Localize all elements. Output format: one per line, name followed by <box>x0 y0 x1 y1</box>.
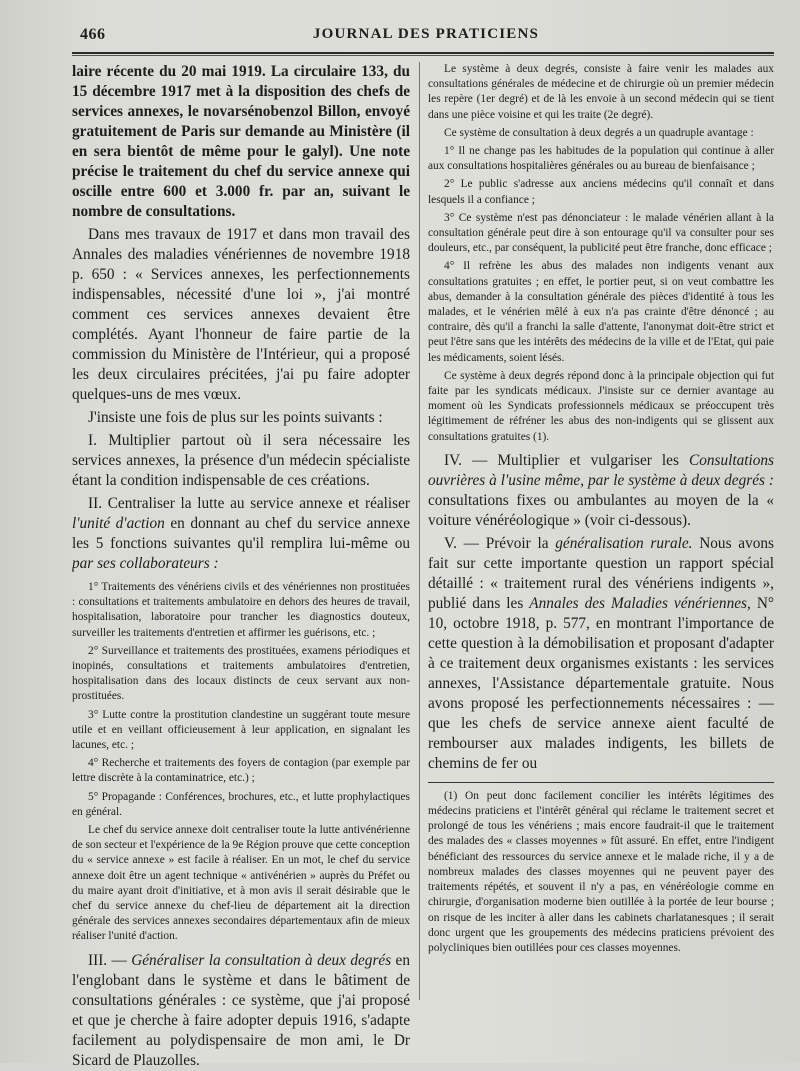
function-item: 1° Traitements des vénériens civils et des vénériennes non prostituées : consultations et traitements ambulatoire en dehors des heures de travail, hospitalisation, laboratoire pour trancher les diagnostics douteux, surveiller les traitements d'entretien et affirmer les guérisons, etc. ; <box>72 581 410 639</box>
left-column <box>72 62 410 1071</box>
section-point-v: V. — Prévoir la généralisation rurale. Nous avons fait sur cette importante question un rapport spécial détaillé : « traitement rural des vénériens indigents », publié dans les Annales des Maladies vénériennes, N° 10, octobre 1918, p. 577, en montrant l'importance de cette question à la démobilisation et proposant d'adapter à ce traitement deux organismes existants : les services annexes, l'Assistance départementale gratuite. Nous avons proposé les perfectionnements nécessaires : — que les chefs de service annexe aient faculté de rembourser aux malades indigents, les billets de chemins de fer ou <box>428 534 774 772</box>
paragraph: laire récente du 20 mai 1919. La circulaire 133, du 15 décembre 1917 met à la disposition des chefs de services annexes, le novarsénobenzol Billon, envoyé gratuitement de Paris sur demande au Ministère (il en sera bientôt de même pour le galyl). Une note précise le traitement du chef du service annexe qui oscille entre 600 et 3.000 fr. par an, suivant le nombre de consultations. <box>72 63 410 220</box>
page-header <box>80 26 772 48</box>
paragraph: J'insiste une fois de plus sur les points suivants : <box>88 409 383 426</box>
footnote-rule <box>428 782 774 783</box>
page-number: 466 <box>80 26 106 43</box>
function-item: 5° Propagande : Conférences, brochures, etc., et lutte prophylactiques en général. <box>72 790 410 818</box>
advantage-item: 1° Il ne change pas les habitudes de la population qui continue à aller aux consultations hospitalières générales ou au bureau de bienfaisance ; <box>428 145 774 173</box>
advantage-item: 4° Il refrène les abus des malades non indigents venant aux consultations gratuites ; en effet, le portier peut, si on veut combattre les abus, demander à la consultation générale des pièces d'identité à tous les malades, et le vénérien mêlé à eux n'a pas crainte d'être dénoncé ; au contraire, dès qu'il a franchi la salle d'attente, l'anonymat doit-être strict et peut l'être sans que les intérêts des médecins de la ville et de l'Etat, qui paie les médicaments, soient lésés. <box>428 260 774 364</box>
paragraph: Dans mes travaux de 1917 et dans mon travail des Annales des maladies vénériennes de novembre 1918 p. 650 : « Services annexes, les perfectionnements indispensables, nécessité d'une loi », j'ai montré comment ces services annexes devaient être complétés. Ayant l'honneur de faire partie de la commission du Ministère de l'Intérieur, qui a proposé les deux circulaires précitées, j'ai pu faire adopter quelques-uns de mes vœux. <box>72 226 410 403</box>
advantage-item: 3° Ce système n'est pas dénonciateur : le malade vénérien allant à la consultation générale peut dire à son entourage qu'il va consulter pour ses douleurs, etc., par conséquent, la publicité peut être franche, donc efficace ; <box>428 211 774 255</box>
function-item: 2° Surveillance et traitements des prostituées, examens périodiques et inopinés, consultations et traitements ambulatoires d'entretien, hospitalisation dans des locaux distincts de ceux servant aux non-prostituées. <box>72 644 410 703</box>
header-rule <box>72 52 774 54</box>
section-point-iv: IV. — Multiplier et vulgariser les Consultations ouvrières à l'usine même, par le système à deux degrés : consultations fixes ou ambulantes au moyen de la « voiture vénéréologique » (voir ci-dessous). <box>428 451 774 529</box>
column-divider <box>419 62 420 1000</box>
section-point-i: I. Multiplier partout où il sera nécessaire les services annexes, la présence d'un médecin spécialiste étant la condition indispensable de ces créations. <box>72 432 410 489</box>
paragraph: Ce système à deux degrés répond donc à la principale objection qui fut faite par les syndicats médicaux. J'insiste sur ce dernier avantage au moment où les Syndicats professionnels médicaux se préoccupent très légitimement de réfréner les abus des non-indigents qui se glissent aux consultations gratuites (1). <box>428 369 774 443</box>
paragraph: Le chef du service annexe doit centraliser toute la lutte antivénérienne de son secteur et l'expérience de la 9e Région prouve que cette conception du « service annexe » est facile à réaliser. En un mot, le chef du service annexe doit être un agent technique « antivénérien » auprès du Préfet ou du maire ayant droit d'initiative, et à mon avis il serait désirable que le chef du service annexe du chef-lieu de département ait la direction générale des services annexes secondaires départementaux afin de mieux réaliser l'unité d'action. <box>72 824 410 943</box>
footnote: (1) On peut donc facilement concilier les intérêts légitimes des médecins praticiens et l'intérêt général qui réclame le traitement secret et prolongé de tous les vénériens ; mais encore faudrait-il que le traitement des malades des « classes moyennes » fût assuré. En effet, entre l'indigent bénéficiant des ressources du service annexe et le malade riche, il y a de nombreux malades des classes moyennes qui ne peuvent payer des traitements répétés, et souvent il n'y a pas, en vénéréologie comme en chirurgie, d'organisation moderne bien outillée à la portée de leur bourse ; on risque de les inciter à aller dans les cabinets charlatanesques ; il serait donc urgent que les groupements des médecins praticiens prévoient des polycliniques bien outillées pour ces classes moyennes. <box>428 789 774 954</box>
paragraph: Ce système de consultation à deux degrés a un quadruple avantage : <box>444 126 754 139</box>
section-point-ii: II. Centraliser la lutte au service annexe et réaliser l'unité d'action en donnant au chef du service annexe les 5 fonctions suivantes qu'il remplira lui-même ou par ses collaborateurs : <box>72 495 410 572</box>
right-column <box>428 62 774 956</box>
header-rule-thin <box>72 55 774 56</box>
paragraph: Le système à deux degrés, consiste à faire venir les malades aux consultations générales de médecine et de chirurgie où un premier médecin les repère (1er degré) et de là les envoie à un second médecin qui se tient dans une pièce voisine et qui les traite (2e degré). <box>428 63 774 121</box>
function-item: 4° Recherche et traitements des foyers de contagion (par exemple par lettre discrète à la contaminatrice, etc.) ; <box>72 757 410 785</box>
journal-title: JOURNAL DES PRATICIENS <box>312 26 540 42</box>
section-point-iii: III. — Généraliser la consultation à deux degrés en l'englobant dans le système et dans le bâtiment de consultations générales : ce système, que j'ai proposé et que je cherche à faire adopter depuis 1916, s'adapte facilement au polydispensaire de mon ami, le Dr Sicard de Plauzolles. <box>72 951 410 1069</box>
function-item: 3° Lutte contre la prostitution clandestine un suggérant toute mesure utile et en veillant officieusement à leur application, en signalant les lacunes, etc. ; <box>72 708 410 752</box>
advantage-item: 2° Le public s'adresse aux anciens médecins qu'il connaît et dans lesquels il a confiance ; <box>428 178 774 206</box>
